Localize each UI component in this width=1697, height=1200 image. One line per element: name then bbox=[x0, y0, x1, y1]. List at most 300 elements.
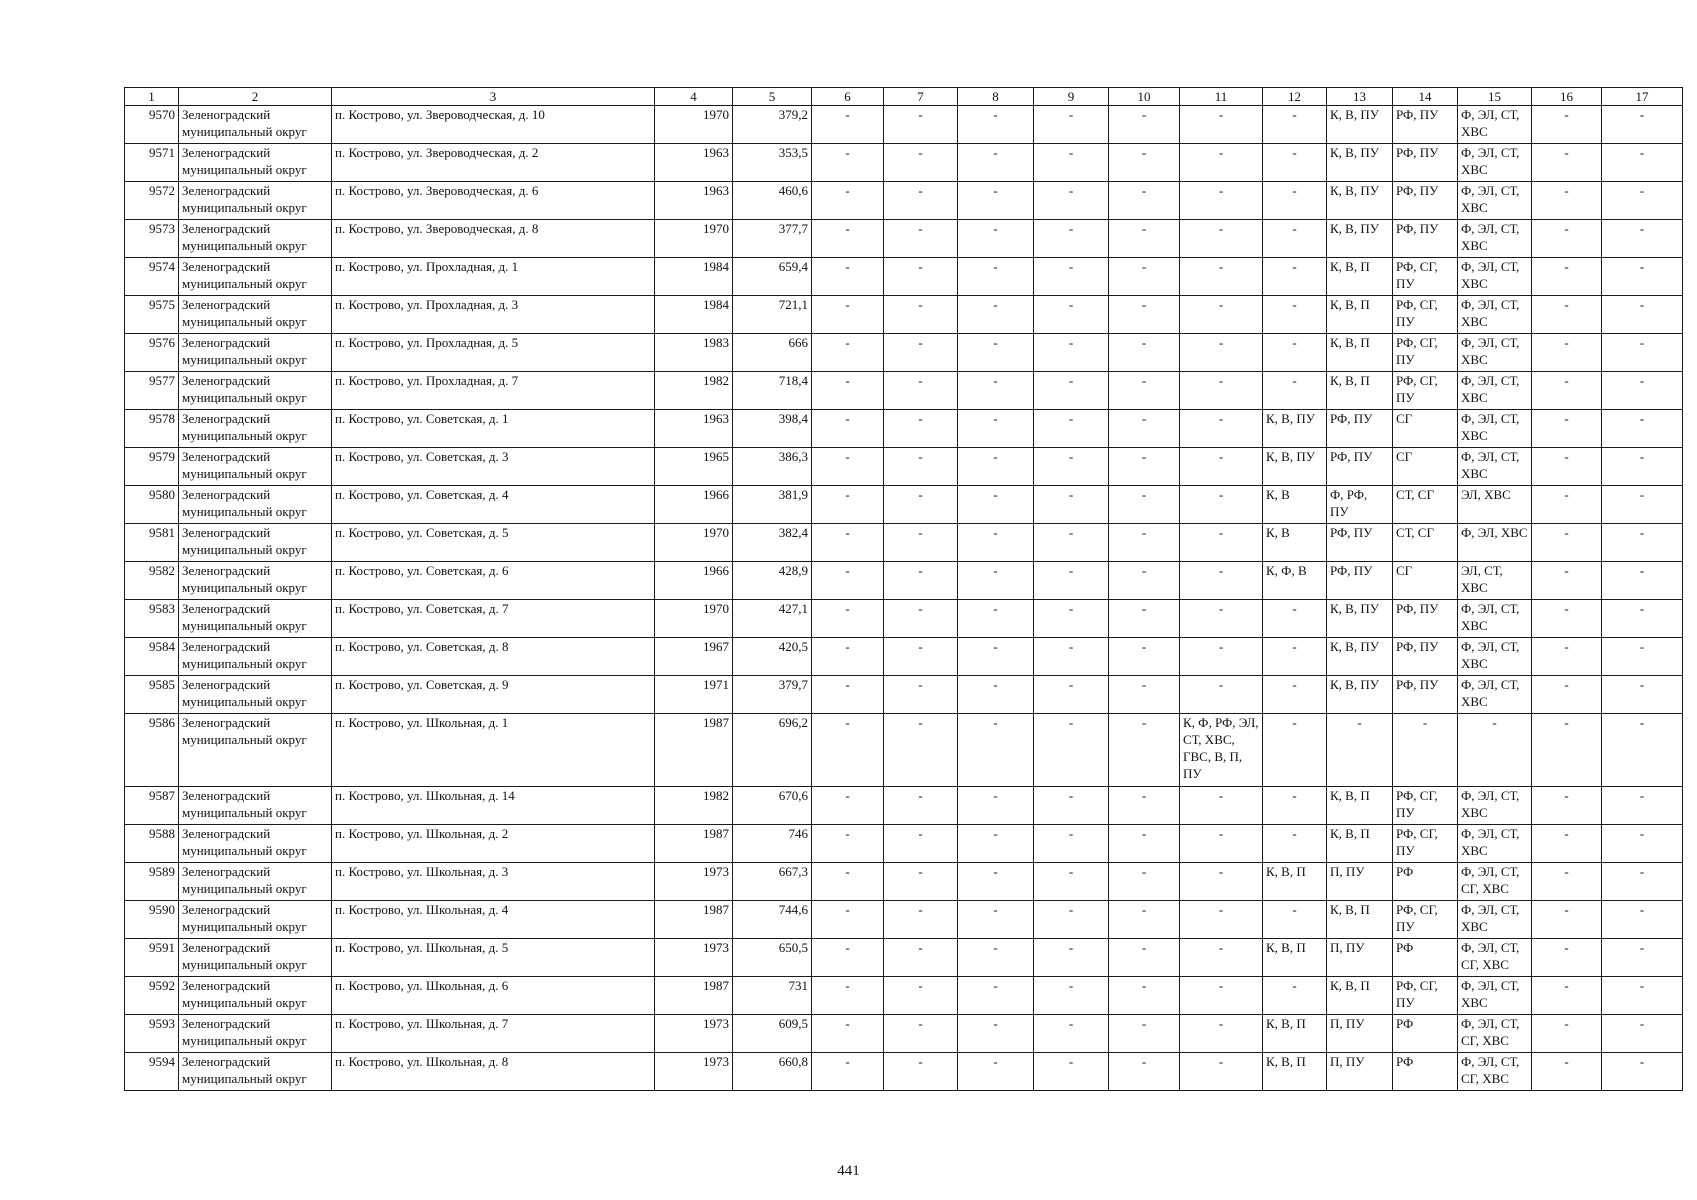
district-cell: Зеленоградский муниципальный округ bbox=[179, 410, 332, 448]
area-cell: 721,1 bbox=[733, 296, 812, 334]
col-17-cell: - bbox=[1602, 410, 1683, 448]
col-10-cell: - bbox=[1109, 524, 1180, 562]
col-6-cell: - bbox=[812, 524, 884, 562]
col-13-cell: РФ, ПУ bbox=[1327, 524, 1393, 562]
table-row bbox=[125, 334, 1683, 372]
address-cell: п. Кострово, ул. Прохладная, д. 7 bbox=[332, 372, 655, 410]
col-17-cell: - bbox=[1602, 182, 1683, 220]
col-10-cell: - bbox=[1109, 106, 1180, 144]
area-cell: 650,5 bbox=[733, 939, 812, 977]
table-row bbox=[125, 939, 1683, 977]
col-13-cell: РФ, ПУ bbox=[1327, 410, 1393, 448]
col-13-cell: П, ПУ bbox=[1327, 863, 1393, 901]
col-13-cell: К, В, П bbox=[1327, 334, 1393, 372]
col-9-cell: - bbox=[1034, 486, 1109, 524]
area-cell: 386,3 bbox=[733, 448, 812, 486]
col-11-cell: - bbox=[1180, 524, 1263, 562]
row-number: 9574 bbox=[125, 258, 179, 296]
district-cell: Зеленоградский муниципальный округ bbox=[179, 638, 332, 676]
area-cell: 377,7 bbox=[733, 220, 812, 258]
col-16-cell: - bbox=[1532, 144, 1602, 182]
col-16-cell: - bbox=[1532, 562, 1602, 600]
col-10-cell: - bbox=[1109, 600, 1180, 638]
district-cell: Зеленоградский муниципальный округ bbox=[179, 825, 332, 863]
table-row bbox=[125, 787, 1683, 825]
col-8-cell: - bbox=[958, 787, 1034, 825]
row-number: 9585 bbox=[125, 676, 179, 714]
header-row bbox=[125, 88, 1683, 106]
col-7-cell: - bbox=[884, 144, 958, 182]
col-10-cell: - bbox=[1109, 448, 1180, 486]
col-17-cell: - bbox=[1602, 258, 1683, 296]
col-16-cell: - bbox=[1532, 410, 1602, 448]
col-7-cell: - bbox=[884, 410, 958, 448]
table-row bbox=[125, 524, 1683, 562]
col-8-cell: - bbox=[958, 448, 1034, 486]
table-row bbox=[125, 258, 1683, 296]
table-row bbox=[125, 486, 1683, 524]
col-17-cell: - bbox=[1602, 901, 1683, 939]
address-cell: п. Кострово, ул. Прохладная, д. 5 bbox=[332, 334, 655, 372]
col-17-cell: - bbox=[1602, 334, 1683, 372]
col-12-cell: - bbox=[1263, 787, 1327, 825]
column-header-14: 14 bbox=[1393, 88, 1458, 106]
col-11-cell: - bbox=[1180, 977, 1263, 1015]
col-11-cell: - bbox=[1180, 1053, 1263, 1091]
row-number: 9583 bbox=[125, 600, 179, 638]
address-cell: п. Кострово, ул. Советская, д. 1 bbox=[332, 410, 655, 448]
col-9-cell: - bbox=[1034, 977, 1109, 1015]
col-16-cell: - bbox=[1532, 220, 1602, 258]
col-14-cell: РФ, ПУ bbox=[1393, 220, 1458, 258]
col-13-cell: К, В, ПУ bbox=[1327, 144, 1393, 182]
col-17-cell: - bbox=[1602, 863, 1683, 901]
column-header-7: 7 bbox=[884, 88, 958, 106]
col-8-cell: - bbox=[958, 106, 1034, 144]
col-9-cell: - bbox=[1034, 1053, 1109, 1091]
col-16-cell: - bbox=[1532, 334, 1602, 372]
col-11-cell: - bbox=[1180, 562, 1263, 600]
area-cell: 428,9 bbox=[733, 562, 812, 600]
table-row bbox=[125, 901, 1683, 939]
col-11-cell: - bbox=[1180, 787, 1263, 825]
col-9-cell: - bbox=[1034, 106, 1109, 144]
row-number: 9593 bbox=[125, 1015, 179, 1053]
col-16-cell: - bbox=[1532, 787, 1602, 825]
col-15-cell: Ф, ЭЛ, СТ, ХВС bbox=[1458, 182, 1532, 220]
col-7-cell: - bbox=[884, 448, 958, 486]
col-12-cell: - bbox=[1263, 714, 1327, 787]
col-15-cell: Ф, ЭЛ, СТ, ХВС bbox=[1458, 296, 1532, 334]
col-16-cell: - bbox=[1532, 714, 1602, 787]
col-16-cell: - bbox=[1532, 182, 1602, 220]
col-7-cell: - bbox=[884, 638, 958, 676]
row-number: 9578 bbox=[125, 410, 179, 448]
col-10-cell: - bbox=[1109, 901, 1180, 939]
column-header-3: 3 bbox=[332, 88, 655, 106]
col-6-cell: - bbox=[812, 372, 884, 410]
col-9-cell: - bbox=[1034, 863, 1109, 901]
col-17-cell: - bbox=[1602, 486, 1683, 524]
col-10-cell: - bbox=[1109, 638, 1180, 676]
district-cell: Зеленоградский муниципальный округ bbox=[179, 220, 332, 258]
column-header-4: 4 bbox=[655, 88, 733, 106]
col-14-cell: СГ bbox=[1393, 448, 1458, 486]
col-10-cell: - bbox=[1109, 372, 1180, 410]
col-13-cell: К, В, ПУ bbox=[1327, 106, 1393, 144]
year-cell: 1982 bbox=[655, 787, 733, 825]
year-cell: 1987 bbox=[655, 977, 733, 1015]
district-cell: Зеленоградский муниципальный округ bbox=[179, 334, 332, 372]
district-cell: Зеленоградский муниципальный округ bbox=[179, 296, 332, 334]
col-7-cell: - bbox=[884, 825, 958, 863]
row-number: 9570 bbox=[125, 106, 179, 144]
col-8-cell: - bbox=[958, 600, 1034, 638]
col-6-cell: - bbox=[812, 410, 884, 448]
row-number: 9576 bbox=[125, 334, 179, 372]
col-9-cell: - bbox=[1034, 939, 1109, 977]
col-8-cell: - bbox=[958, 1053, 1034, 1091]
col-11-cell: - bbox=[1180, 372, 1263, 410]
col-17-cell: - bbox=[1602, 220, 1683, 258]
col-7-cell: - bbox=[884, 524, 958, 562]
col-12-cell: К, В, ПУ bbox=[1263, 448, 1327, 486]
col-8-cell: - bbox=[958, 676, 1034, 714]
district-cell: Зеленоградский муниципальный округ bbox=[179, 182, 332, 220]
col-7-cell: - bbox=[884, 714, 958, 787]
address-cell: п. Кострово, ул. Прохладная, д. 1 bbox=[332, 258, 655, 296]
column-header-10: 10 bbox=[1109, 88, 1180, 106]
area-cell: 381,9 bbox=[733, 486, 812, 524]
col-6-cell: - bbox=[812, 676, 884, 714]
col-8-cell: - bbox=[958, 638, 1034, 676]
col-8-cell: - bbox=[958, 1015, 1034, 1053]
year-cell: 1984 bbox=[655, 258, 733, 296]
col-15-cell: Ф, ЭЛ, СТ, СГ, ХВС bbox=[1458, 863, 1532, 901]
col-8-cell: - bbox=[958, 562, 1034, 600]
col-7-cell: - bbox=[884, 220, 958, 258]
column-header-8: 8 bbox=[958, 88, 1034, 106]
col-7-cell: - bbox=[884, 676, 958, 714]
col-12-cell: - bbox=[1263, 676, 1327, 714]
year-cell: 1987 bbox=[655, 825, 733, 863]
col-9-cell: - bbox=[1034, 410, 1109, 448]
row-number: 9571 bbox=[125, 144, 179, 182]
col-11-cell: - bbox=[1180, 410, 1263, 448]
table-row bbox=[125, 296, 1683, 334]
col-7-cell: - bbox=[884, 562, 958, 600]
col-17-cell: - bbox=[1602, 638, 1683, 676]
col-7-cell: - bbox=[884, 1015, 958, 1053]
col-8-cell: - bbox=[958, 714, 1034, 787]
district-cell: Зеленоградский муниципальный округ bbox=[179, 562, 332, 600]
col-17-cell: - bbox=[1602, 372, 1683, 410]
col-17-cell: - bbox=[1602, 787, 1683, 825]
col-8-cell: - bbox=[958, 372, 1034, 410]
col-7-cell: - bbox=[884, 486, 958, 524]
col-15-cell: ЭЛ, СТ, ХВС bbox=[1458, 562, 1532, 600]
col-6-cell: - bbox=[812, 144, 884, 182]
address-cell: п. Кострово, ул. Советская, д. 4 bbox=[332, 486, 655, 524]
col-15-cell: Ф, ЭЛ, СТ, ХВС bbox=[1458, 901, 1532, 939]
col-10-cell: - bbox=[1109, 825, 1180, 863]
col-14-cell: РФ, СГ, ПУ bbox=[1393, 787, 1458, 825]
col-13-cell: К, В, ПУ bbox=[1327, 182, 1393, 220]
col-7-cell: - bbox=[884, 939, 958, 977]
area-cell: 460,6 bbox=[733, 182, 812, 220]
col-6-cell: - bbox=[812, 1015, 884, 1053]
col-7-cell: - bbox=[884, 787, 958, 825]
row-number: 9581 bbox=[125, 524, 179, 562]
col-9-cell: - bbox=[1034, 901, 1109, 939]
col-12-cell: - bbox=[1263, 106, 1327, 144]
col-11-cell: - bbox=[1180, 901, 1263, 939]
area-cell: 744,6 bbox=[733, 901, 812, 939]
col-15-cell: Ф, ЭЛ, СТ, СГ, ХВС bbox=[1458, 1053, 1532, 1091]
col-6-cell: - bbox=[812, 562, 884, 600]
col-12-cell: - bbox=[1263, 977, 1327, 1015]
col-10-cell: - bbox=[1109, 486, 1180, 524]
district-cell: Зеленоградский муниципальный округ bbox=[179, 939, 332, 977]
district-cell: Зеленоградский муниципальный округ bbox=[179, 106, 332, 144]
col-15-cell: - bbox=[1458, 714, 1532, 787]
col-12-cell: - bbox=[1263, 144, 1327, 182]
table-row bbox=[125, 714, 1683, 787]
area-cell: 379,7 bbox=[733, 676, 812, 714]
col-9-cell: - bbox=[1034, 182, 1109, 220]
district-cell: Зеленоградский муниципальный округ bbox=[179, 787, 332, 825]
row-number: 9577 bbox=[125, 372, 179, 410]
col-15-cell: Ф, ЭЛ, СТ, ХВС bbox=[1458, 600, 1532, 638]
col-11-cell: - bbox=[1180, 106, 1263, 144]
col-14-cell: РФ, СГ, ПУ bbox=[1393, 977, 1458, 1015]
district-cell: Зеленоградский муниципальный округ bbox=[179, 486, 332, 524]
col-14-cell: РФ bbox=[1393, 1015, 1458, 1053]
table-row bbox=[125, 977, 1683, 1015]
year-cell: 1970 bbox=[655, 220, 733, 258]
table-row bbox=[125, 182, 1683, 220]
column-header-5: 5 bbox=[733, 88, 812, 106]
row-number: 9579 bbox=[125, 448, 179, 486]
district-cell: Зеленоградский муниципальный округ bbox=[179, 258, 332, 296]
col-16-cell: - bbox=[1532, 372, 1602, 410]
col-12-cell: К, В, ПУ bbox=[1263, 410, 1327, 448]
area-cell: 718,4 bbox=[733, 372, 812, 410]
col-10-cell: - bbox=[1109, 863, 1180, 901]
address-cell: п. Кострово, ул. Звероводческая, д. 2 bbox=[332, 144, 655, 182]
col-10-cell: - bbox=[1109, 1015, 1180, 1053]
col-11-cell: - bbox=[1180, 220, 1263, 258]
col-13-cell: РФ, ПУ bbox=[1327, 448, 1393, 486]
year-cell: 1987 bbox=[655, 714, 733, 787]
col-10-cell: - bbox=[1109, 939, 1180, 977]
col-13-cell: П, ПУ bbox=[1327, 1053, 1393, 1091]
col-14-cell: - bbox=[1393, 714, 1458, 787]
col-9-cell: - bbox=[1034, 334, 1109, 372]
col-10-cell: - bbox=[1109, 410, 1180, 448]
address-cell: п. Кострово, ул. Звероводческая, д. 10 bbox=[332, 106, 655, 144]
year-cell: 1963 bbox=[655, 144, 733, 182]
col-7-cell: - bbox=[884, 977, 958, 1015]
row-number: 9589 bbox=[125, 863, 179, 901]
address-cell: п. Кострово, ул. Советская, д. 3 bbox=[332, 448, 655, 486]
col-16-cell: - bbox=[1532, 1053, 1602, 1091]
district-cell: Зеленоградский муниципальный округ bbox=[179, 372, 332, 410]
col-11-cell: - bbox=[1180, 825, 1263, 863]
year-cell: 1970 bbox=[655, 600, 733, 638]
area-cell: 382,4 bbox=[733, 524, 812, 562]
col-14-cell: СТ, СГ bbox=[1393, 486, 1458, 524]
col-14-cell: РФ, СГ, ПУ bbox=[1393, 825, 1458, 863]
col-16-cell: - bbox=[1532, 486, 1602, 524]
col-17-cell: - bbox=[1602, 939, 1683, 977]
col-6-cell: - bbox=[812, 258, 884, 296]
col-10-cell: - bbox=[1109, 562, 1180, 600]
col-10-cell: - bbox=[1109, 182, 1180, 220]
address-cell: п. Кострово, ул. Советская, д. 5 bbox=[332, 524, 655, 562]
col-13-cell: РФ, ПУ bbox=[1327, 562, 1393, 600]
col-16-cell: - bbox=[1532, 939, 1602, 977]
area-cell: 731 bbox=[733, 977, 812, 1015]
col-9-cell: - bbox=[1034, 220, 1109, 258]
column-header-9: 9 bbox=[1034, 88, 1109, 106]
address-cell: п. Кострово, ул. Школьная, д. 1 bbox=[332, 714, 655, 787]
col-6-cell: - bbox=[812, 939, 884, 977]
col-9-cell: - bbox=[1034, 258, 1109, 296]
table-row bbox=[125, 144, 1683, 182]
col-14-cell: РФ, ПУ bbox=[1393, 676, 1458, 714]
year-cell: 1984 bbox=[655, 296, 733, 334]
col-8-cell: - bbox=[958, 825, 1034, 863]
col-6-cell: - bbox=[812, 600, 884, 638]
col-14-cell: РФ, СГ, ПУ bbox=[1393, 258, 1458, 296]
col-12-cell: - bbox=[1263, 600, 1327, 638]
col-17-cell: - bbox=[1602, 524, 1683, 562]
col-11-cell: - bbox=[1180, 334, 1263, 372]
col-17-cell: - bbox=[1602, 106, 1683, 144]
col-12-cell: К, В bbox=[1263, 524, 1327, 562]
district-cell: Зеленоградский муниципальный округ bbox=[179, 524, 332, 562]
year-cell: 1970 bbox=[655, 106, 733, 144]
area-cell: 696,2 bbox=[733, 714, 812, 787]
table-row bbox=[125, 410, 1683, 448]
col-16-cell: - bbox=[1532, 258, 1602, 296]
col-15-cell: Ф, ЭЛ, СТ, ХВС bbox=[1458, 220, 1532, 258]
col-15-cell: Ф, ЭЛ, СТ, ХВС bbox=[1458, 977, 1532, 1015]
col-15-cell: Ф, ЭЛ, СТ, ХВС bbox=[1458, 106, 1532, 144]
row-number: 9588 bbox=[125, 825, 179, 863]
district-cell: Зеленоградский муниципальный округ bbox=[179, 1015, 332, 1053]
col-6-cell: - bbox=[812, 977, 884, 1015]
col-6-cell: - bbox=[812, 825, 884, 863]
col-7-cell: - bbox=[884, 901, 958, 939]
col-11-cell: - bbox=[1180, 638, 1263, 676]
column-header-6: 6 bbox=[812, 88, 884, 106]
district-cell: Зеленоградский муниципальный округ bbox=[179, 144, 332, 182]
table-body bbox=[125, 106, 1683, 1091]
col-14-cell: СГ bbox=[1393, 562, 1458, 600]
col-6-cell: - bbox=[812, 448, 884, 486]
col-8-cell: - bbox=[958, 296, 1034, 334]
col-11-cell: - bbox=[1180, 296, 1263, 334]
column-header-15: 15 bbox=[1458, 88, 1532, 106]
col-11-cell: - bbox=[1180, 676, 1263, 714]
col-14-cell: РФ, СГ, ПУ bbox=[1393, 296, 1458, 334]
col-16-cell: - bbox=[1532, 524, 1602, 562]
col-10-cell: - bbox=[1109, 787, 1180, 825]
row-number: 9590 bbox=[125, 901, 179, 939]
row-number: 9586 bbox=[125, 714, 179, 787]
col-15-cell: Ф, ЭЛ, СТ, СГ, ХВС bbox=[1458, 939, 1532, 977]
col-8-cell: - bbox=[958, 486, 1034, 524]
col-8-cell: - bbox=[958, 220, 1034, 258]
col-15-cell: Ф, ЭЛ, СТ, ХВС bbox=[1458, 410, 1532, 448]
col-10-cell: - bbox=[1109, 977, 1180, 1015]
address-cell: п. Кострово, ул. Школьная, д. 14 bbox=[332, 787, 655, 825]
year-cell: 1973 bbox=[655, 939, 733, 977]
col-17-cell: - bbox=[1602, 1053, 1683, 1091]
table-row bbox=[125, 1053, 1683, 1091]
address-cell: п. Кострово, ул. Школьная, д. 7 bbox=[332, 1015, 655, 1053]
col-13-cell: П, ПУ bbox=[1327, 1015, 1393, 1053]
col-17-cell: - bbox=[1602, 296, 1683, 334]
col-6-cell: - bbox=[812, 863, 884, 901]
district-cell: Зеленоградский муниципальный округ bbox=[179, 901, 332, 939]
col-15-cell: Ф, ЭЛ, СТ, ХВС bbox=[1458, 258, 1532, 296]
col-12-cell: - bbox=[1263, 258, 1327, 296]
col-14-cell: РФ, СГ, ПУ bbox=[1393, 334, 1458, 372]
area-cell: 379,2 bbox=[733, 106, 812, 144]
col-8-cell: - bbox=[958, 863, 1034, 901]
col-6-cell: - bbox=[812, 486, 884, 524]
col-16-cell: - bbox=[1532, 600, 1602, 638]
col-15-cell: Ф, ЭЛ, СТ, ХВС bbox=[1458, 448, 1532, 486]
col-6-cell: - bbox=[812, 1053, 884, 1091]
col-10-cell: - bbox=[1109, 676, 1180, 714]
table-row bbox=[125, 863, 1683, 901]
area-cell: 667,3 bbox=[733, 863, 812, 901]
column-header-1: 1 bbox=[125, 88, 179, 106]
col-16-cell: - bbox=[1532, 638, 1602, 676]
area-cell: 659,4 bbox=[733, 258, 812, 296]
col-15-cell: Ф, ЭЛ, СТ, ХВС bbox=[1458, 372, 1532, 410]
col-7-cell: - bbox=[884, 296, 958, 334]
col-6-cell: - bbox=[812, 638, 884, 676]
col-12-cell: К, В, П bbox=[1263, 863, 1327, 901]
table-row bbox=[125, 638, 1683, 676]
address-cell: п. Кострово, ул. Советская, д. 7 bbox=[332, 600, 655, 638]
col-13-cell: К, В, ПУ bbox=[1327, 676, 1393, 714]
col-8-cell: - bbox=[958, 524, 1034, 562]
col-10-cell: - bbox=[1109, 220, 1180, 258]
col-9-cell: - bbox=[1034, 787, 1109, 825]
col-15-cell: Ф, ЭЛ, СТ, ХВС bbox=[1458, 638, 1532, 676]
col-9-cell: - bbox=[1034, 296, 1109, 334]
col-16-cell: - bbox=[1532, 901, 1602, 939]
col-14-cell: СТ, СГ bbox=[1393, 524, 1458, 562]
col-15-cell: Ф, ЭЛ, СТ, ХВС bbox=[1458, 676, 1532, 714]
year-cell: 1973 bbox=[655, 863, 733, 901]
year-cell: 1983 bbox=[655, 334, 733, 372]
col-14-cell: РФ, ПУ bbox=[1393, 106, 1458, 144]
year-cell: 1966 bbox=[655, 562, 733, 600]
col-7-cell: - bbox=[884, 106, 958, 144]
table-row bbox=[125, 220, 1683, 258]
col-8-cell: - bbox=[958, 258, 1034, 296]
col-16-cell: - bbox=[1532, 863, 1602, 901]
area-cell: 746 bbox=[733, 825, 812, 863]
area-cell: 398,4 bbox=[733, 410, 812, 448]
